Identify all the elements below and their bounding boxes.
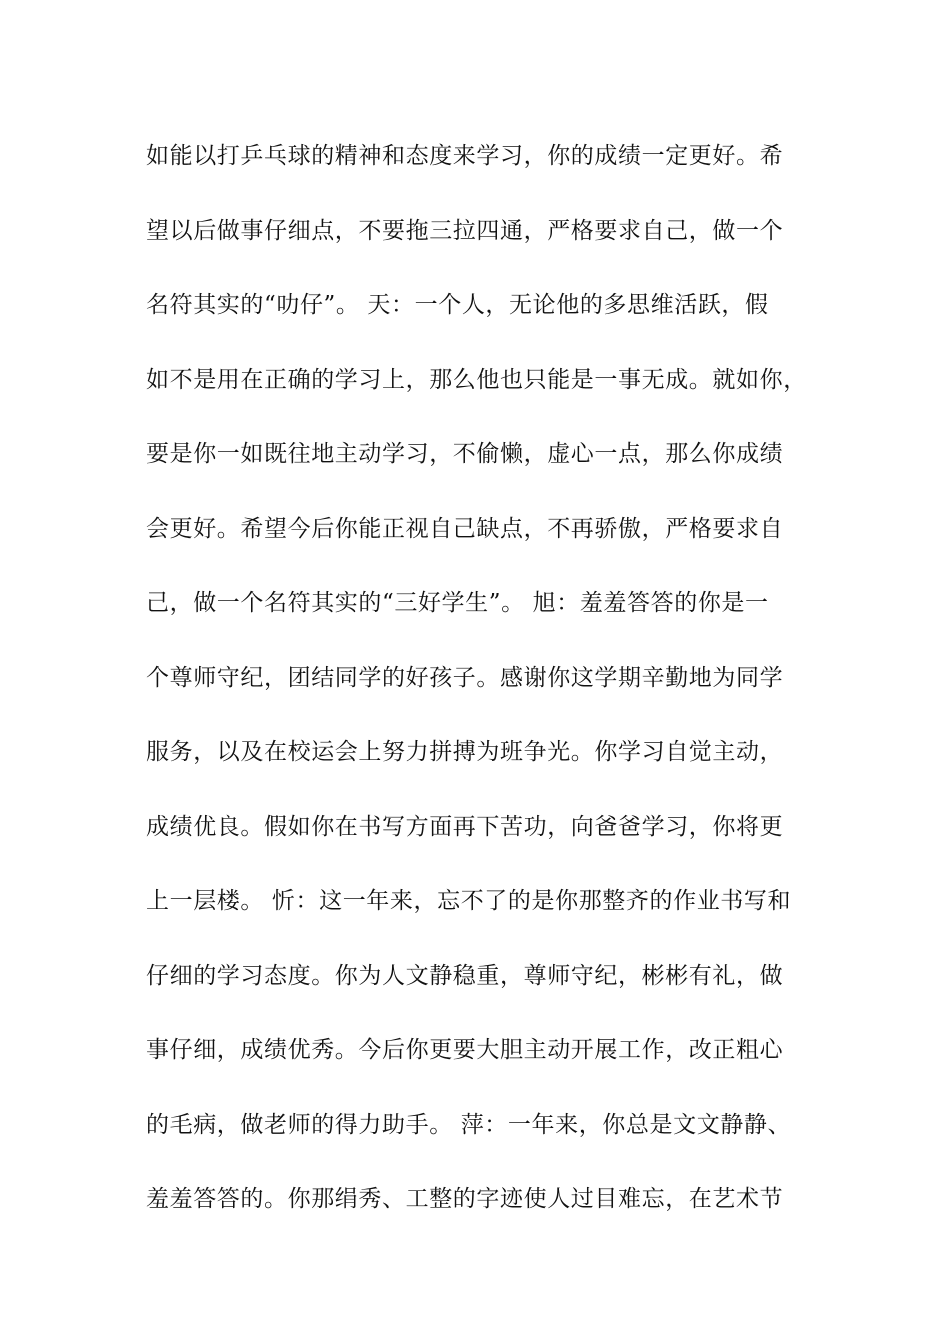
text-line: 羞羞答答的。你那绢秀、工整的字迹使人过目难忘，在艺术节 xyxy=(146,1186,784,1212)
text-line: 个尊师守纪，团结同学的好孩子。感谢你这学期辛勤地为同学 xyxy=(146,664,784,691)
text-line: 望以后做事仔细点，不要拖三拉四通，严格要求自己，做一个 xyxy=(146,217,784,244)
text-line: 上一层楼。 忻：这一年来，忘不了的是你那整齐的作业书写和 xyxy=(146,888,792,914)
text-line: 仔细的学习态度。你为人文静稳重，尊师守纪，彬彬有礼，做 xyxy=(146,962,784,989)
text-line: 成绩优良。假如你在书写方面再下苦功，向爸爸学习，你将更 xyxy=(146,813,784,840)
text-line: 己，做一个名符其实的“三好学生”。 旭：羞羞答答的你是一 xyxy=(146,590,769,616)
text-line: 要是你一如既往地主动学习，不偷懒，虚心一点，那么你成绩 xyxy=(146,441,784,467)
text-line: 如能以打乒乓球的精神和态度来学习，你的成绩一定更好。希 xyxy=(146,143,784,169)
text-line: 如不是用在正确的学习上，那么他也只能是一事无成。就如你， xyxy=(146,366,807,393)
text-line: 服务，以及在校运会上努力拼搏为班争光。你学习自觉主动， xyxy=(146,739,784,765)
body-text xyxy=(146,131,836,1249)
text-line: 事仔细，成绩优秀。今后你更要大胆主动开展工作，改正粗心 xyxy=(146,1037,784,1063)
text-line: 会更好。希望今后你能正视自己缺点，不再骄傲，严格要求自 xyxy=(146,515,784,542)
text-line: 名符其实的“叻仔”。 天：一个人，无论他的多思维活跃，假 xyxy=(146,292,769,318)
text-line: 的毛病，做老师的得力助手。 萍：一年来，你总是文文静静、 xyxy=(146,1111,792,1138)
